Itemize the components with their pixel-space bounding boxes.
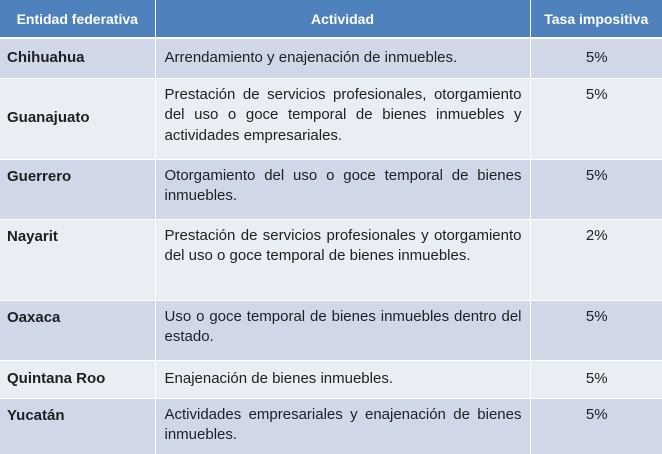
header-state: Entidad federativa [0, 0, 155, 38]
table-row [0, 398, 662, 454]
row-activity: Otorgamiento del uso o goce temporal de bienes inmuebles. [155, 159, 530, 219]
header-rate: Tasa impositiva [530, 0, 662, 38]
row-state: Chihuahua [0, 38, 155, 78]
table-row [0, 159, 662, 219]
row-activity: Uso o goce temporal de bienes inmuebles dentro del estado. [155, 300, 530, 360]
row-rate: 5% [530, 398, 662, 454]
table-header-row [0, 0, 662, 38]
row-activity: Enajenación de bienes inmuebles. [155, 360, 530, 398]
row-state: Guerrero [0, 159, 155, 219]
row-state: Nayarit [0, 219, 155, 300]
row-activity: Arrendamiento y enajenación de inmuebles. [155, 38, 530, 78]
row-activity: Prestación de servicios profesionales y otorgamiento del uso o goce temporal de bienes inmuebles. [155, 219, 530, 300]
row-rate: 5% [530, 159, 662, 219]
row-rate: 5% [530, 38, 662, 78]
row-rate: 2% [530, 219, 662, 300]
row-rate: 5% [530, 300, 662, 360]
table-row [0, 219, 662, 300]
table-row [0, 300, 662, 360]
table-row [0, 38, 662, 78]
table-row [0, 78, 662, 159]
header-activity: Actividad [155, 0, 530, 38]
row-state: Oaxaca [0, 300, 155, 360]
table-row [0, 360, 662, 398]
row-state: Yucatán [0, 398, 155, 454]
row-rate: 5% [530, 360, 662, 398]
row-state: Guanajuato [0, 78, 155, 159]
row-state: Quintana Roo [0, 360, 155, 398]
row-activity: Actividades empresariales y enajenación de bienes inmuebles. [155, 398, 530, 454]
row-rate: 5% [530, 78, 662, 159]
row-activity: Prestación de servicios profesionales, otorgamiento del uso o goce temporal de bienes inmuebles y actividades empresariales. [155, 78, 530, 159]
